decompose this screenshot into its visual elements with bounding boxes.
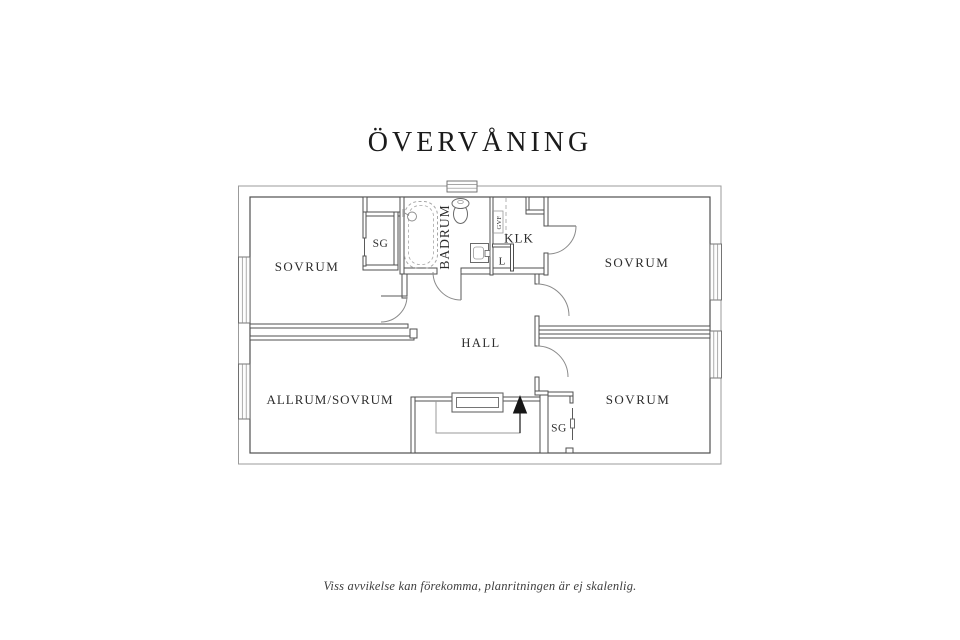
stair-railing: [452, 393, 503, 412]
door-arc-badrum: [433, 272, 461, 300]
room-label-gvf: GVF: [496, 215, 503, 230]
room-label-hall: HALL: [461, 336, 501, 350]
door-arc-sovrum-top-right: [537, 284, 569, 316]
window-icon: [710, 244, 722, 300]
bathtub-icon: [405, 202, 438, 269]
room-label-sovrum-top-left: SOVRUM: [274, 259, 340, 274]
room-label-closet-bottom-right: SG: [551, 422, 567, 435]
room-label-closet-top-left: SG: [372, 238, 389, 250]
room-label-klk: KLK: [504, 230, 534, 246]
door-arc-sovrum-bottom-right: [537, 346, 568, 377]
window-icon: [710, 331, 722, 378]
disclaimer-text: Viss avvikelse kan förekomma, planritningen är ej skalenlig.: [323, 579, 637, 593]
door-arc-sovrum-top-left: [381, 296, 407, 322]
window-icon: [239, 257, 251, 323]
room-label-allrum-sovrum: ALLRUM/SOVRUM: [266, 392, 394, 407]
room-label-sovrum-bottom-right: SOVRUM: [605, 392, 671, 407]
windows: [239, 181, 722, 419]
window-icon: [239, 364, 251, 419]
sliding-door-closet-bottom-right: [571, 408, 575, 440]
room-label-linen-closet: L: [498, 255, 506, 268]
toilet-icon: [452, 199, 469, 224]
door-arc-klk: [548, 226, 576, 254]
interior-walls: [250, 197, 710, 453]
room-label-sovrum-top-right: SOVRUM: [604, 255, 670, 270]
sink-icon: [471, 244, 491, 263]
page-title: ÖVERVÅNING: [367, 127, 593, 158]
window-icon: [447, 181, 477, 192]
staircase: [411, 393, 540, 453]
room-label-badrum: BADRUM: [437, 204, 452, 270]
